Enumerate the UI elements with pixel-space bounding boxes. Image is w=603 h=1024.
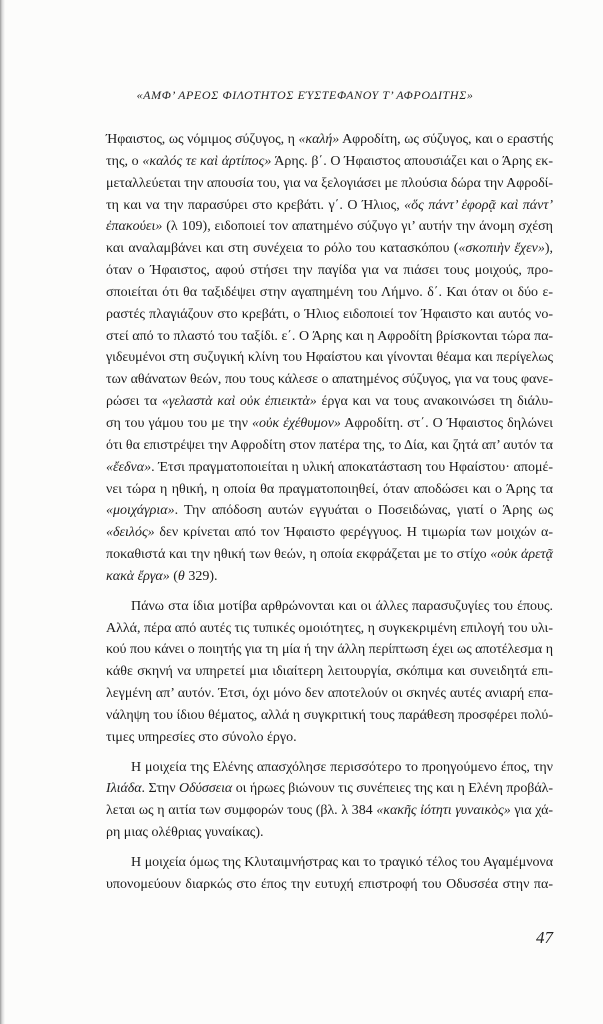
- text-line: [106, 260, 553, 282]
- italic-text: «οὐκ ἐχέθυμον»: [251, 415, 341, 431]
- text-run: Ήφαιστος, ως νόμιμος σύζυγος, η: [106, 132, 299, 147]
- body-text: [106, 129, 553, 896]
- text-run: κάθε σκηνή να υπηρετεί μια ιδιαίτερη λειτουργία, σκόπιμα και συνειδητά επι-: [106, 664, 553, 680]
- text-line: [106, 369, 553, 391]
- text-run: σποιείται ότι θα ταξιδέψει στην αγαπημένη του Λήμνο. δ΄. Και όταν οι δύο ε-: [106, 284, 553, 300]
- text-line: [106, 683, 553, 705]
- text-line: [106, 661, 553, 683]
- italic-text: «γελαστὰ καὶ οὐκ ἐπιεικτὰ»: [161, 394, 317, 410]
- italic-text: «ὅς πάντ’ ἐφορᾷ καὶ πάντ’: [404, 197, 553, 213]
- text-run: ρη μιας ολέθριας γυναίκας).: [106, 825, 264, 841]
- text-run: ότι θα επιστρέψει την Αφροδίτη στον πατέρα της, το Δία, και ζητά απ’ αυτόν τα: [106, 437, 553, 453]
- text-line: [106, 151, 553, 173]
- text-run: Αφροδίτη, ως σύζυγος, και ο εραστής: [339, 132, 553, 147]
- text-run: γιδευμένοι στη συζυγική κλίνη του Ηφαίστου και γίνονται θέαμα και περίγελως: [106, 350, 553, 366]
- text-run: κού που κάνει ο ποιητής για τη μία ή την άλλη περίπτωση έχει ως αποτέλεσμα η: [106, 642, 553, 658]
- text-line: [106, 778, 553, 800]
- text-run: ρώσει τα: [106, 394, 162, 410]
- paragraph: [106, 852, 553, 896]
- text-run: Πάνω στα ίδια μοτίβα αρθρώνονται και οι άλλες παρασυζυγίες του έπους.: [131, 598, 553, 614]
- italic-text: Ιλιάδα: [106, 781, 142, 797]
- text-line: [106, 238, 553, 260]
- italic-text: θ: [177, 568, 185, 584]
- text-run: (: [169, 568, 178, 584]
- text-line: [106, 705, 553, 727]
- text-line: [106, 479, 553, 501]
- text-run: ποκαθιστά και την ηθική των θεών, η οποία εκφράζεται με το στίχο: [106, 547, 491, 563]
- text-run: τιμες υπηρεσίες στο σύνολο έργο.: [106, 729, 297, 745]
- text-run: νει τώρα η ηθική, η οποία θα πραγματοποιηθεί, όταν αποδώσει και ο Άρης τα: [106, 481, 553, 497]
- text-line: [106, 304, 553, 326]
- text-line: [106, 544, 553, 566]
- running-head: «ΑΜΦ’ ΑΡΕΟΣ ΦΙΛΟΤΗΤΟΣ ΕΎΣΤΕΦΑΝΟΥ Τ’ ΑΦΡΟΔΙΤΗΣ»: [136, 88, 474, 102]
- text-run: όταν ο Ήφαιστος, αφού στήσει την παγίδα για να πιάσει τους μοιχούς, προ-: [106, 263, 553, 279]
- text-line: [106, 500, 553, 522]
- text-run: . Την απόδοση αυτών εγγυάται ο Ποσειδώνας, γιατί ο Άρης ως: [174, 503, 553, 519]
- text-run: στεί από το πλαστό του ταξίδι. ε΄. Ο Άρης και η Αφροδίτη βρίσκονται τώρα πα-: [106, 328, 553, 344]
- text-run: υπονομεύουν διαρκώς στο έπος την ευτυχή επιστροφή του Οδυσσέα στην πα-: [106, 876, 553, 892]
- italic-text: «σκοπιὴν ἔχεν»: [458, 241, 545, 257]
- paragraph: [106, 757, 553, 844]
- text-run: . Έτσι πραγματοποιείται η υλική αποκατάσταση του Ηφαίστου· απομέ-: [151, 459, 553, 475]
- text-line: [106, 618, 553, 640]
- text-run: ),: [544, 241, 553, 257]
- paragraph: [106, 129, 553, 588]
- text-line: [106, 522, 553, 544]
- page-number: 47: [536, 928, 553, 947]
- text-line: [106, 822, 553, 844]
- text-line: [106, 216, 553, 238]
- italic-text: «μοιχάγρια»: [106, 503, 175, 519]
- text-run: της, ο: [106, 153, 143, 169]
- text-run: ραστές πλαγιάζουν στο κρεβάτι, ο Ήλιος ειδοποιεί τον Ήφαιστο και αυτός νο-: [106, 306, 553, 322]
- text-run: οι ήρωες βιώνουν τις συνέπειες της και η Ελένη προβάλ-: [232, 781, 553, 797]
- text-line: [106, 757, 553, 779]
- text-run: . Στην: [141, 781, 179, 797]
- text-run: Άρης. β΄. Ο Ήφαιστος απουσιάζει και ο Άρης εκ-: [271, 153, 553, 169]
- italic-text: Οδύσσεια: [179, 781, 233, 797]
- text-line: [106, 326, 553, 348]
- text-run: τη και να την παρασύρει στο κρεβάτι. γ΄. Ο Ήλιος,: [106, 197, 405, 213]
- text-line: [106, 195, 553, 217]
- text-line: [106, 800, 553, 822]
- text-line: [106, 391, 553, 413]
- text-line: [106, 852, 553, 874]
- text-line: [106, 457, 553, 479]
- text-run: για χά-: [510, 803, 554, 819]
- italic-text: «ἔεδνα»: [106, 459, 152, 475]
- text-line: [106, 566, 553, 588]
- text-run: Η μοιχεία όμως της Κλυταιμνήστρας και το τραγικό τέλος του Αγαμέμνονα: [131, 855, 553, 870]
- text-line: [106, 874, 553, 896]
- italic-text: «καλή»: [298, 132, 340, 147]
- italic-text: «κακῆς ἰότητι γυναικὸς»: [376, 803, 511, 819]
- page-edge-shadow: [0, 0, 5, 1024]
- text-line: [106, 347, 553, 369]
- text-line: [106, 727, 553, 749]
- italic-text: ἐπακούει»: [106, 219, 163, 235]
- text-run: νάληψη του ίδιου θέματος, αλλά η συγκριτική τους παράθεση προσφέρει πολύ-: [106, 707, 553, 723]
- text-run: λεγμένη απ’ αυτόν. Έτσι, όχι μόνο δεν αποτελούν οι σκηνές αυτές ανιαρή επα-: [106, 686, 553, 702]
- text-line: [106, 639, 553, 661]
- text-line: [106, 173, 553, 195]
- paragraph: [106, 596, 553, 749]
- italic-text: «οὐκ ἀρετᾷ: [490, 547, 553, 563]
- italic-text: «δειλός»: [106, 525, 155, 541]
- text-run: Αφροδίτη. στ΄. Ο Ήφαιστος δηλώνει: [340, 415, 553, 431]
- text-run: 329).: [184, 568, 218, 584]
- text-line: [106, 129, 553, 151]
- text-run: Αλλά, πέρα από αυτές τις τυπικές ομοιότητες, η συγκεκριμένη επιλογή του υλι-: [106, 620, 553, 636]
- text-line: [106, 282, 553, 304]
- text-run: (λ 109), ειδοποιεί τον απατημένο σύζυγο γι’ αυτήν την άνομη σχέση: [162, 219, 553, 235]
- text-run: και αναλαμβάνει και στη συνέχεια το ρόλο του κατασκόπου (: [106, 241, 459, 257]
- text-run: λεται ως η αιτία των συμφορών τους (βλ. λ 384: [106, 803, 377, 819]
- text-run: έργα και να τους ανακοινώσει τη διάλυ-: [316, 394, 554, 410]
- text-line: [106, 435, 553, 457]
- text-line: [106, 413, 553, 435]
- text-run: των αθάνατων θεών, που τους κάλεσε ο απατημένος σύζυγος, για να τους φανε-: [106, 372, 553, 388]
- text-run: Η μοιχεία της Ελένης απασχόλησε περισσότερο το προηγούμενο έπος, την: [131, 759, 553, 775]
- text-line: [106, 596, 553, 618]
- italic-text: κακὰ ἔργα»: [106, 568, 170, 584]
- text-run: δεν κρίνεται από τον Ήφαιστο φερέγγυος. Η τιμωρία των μοιχών α-: [154, 525, 553, 541]
- text-run: ση του γάμου του με την: [106, 415, 252, 431]
- italic-text: «καλός τε καὶ ἀρτίπος»: [142, 153, 272, 169]
- text-run: μεταλλεύεται την απουσία του, για να ξελογιάσει με πλούσια δώρα την Αφροδί-: [106, 175, 553, 191]
